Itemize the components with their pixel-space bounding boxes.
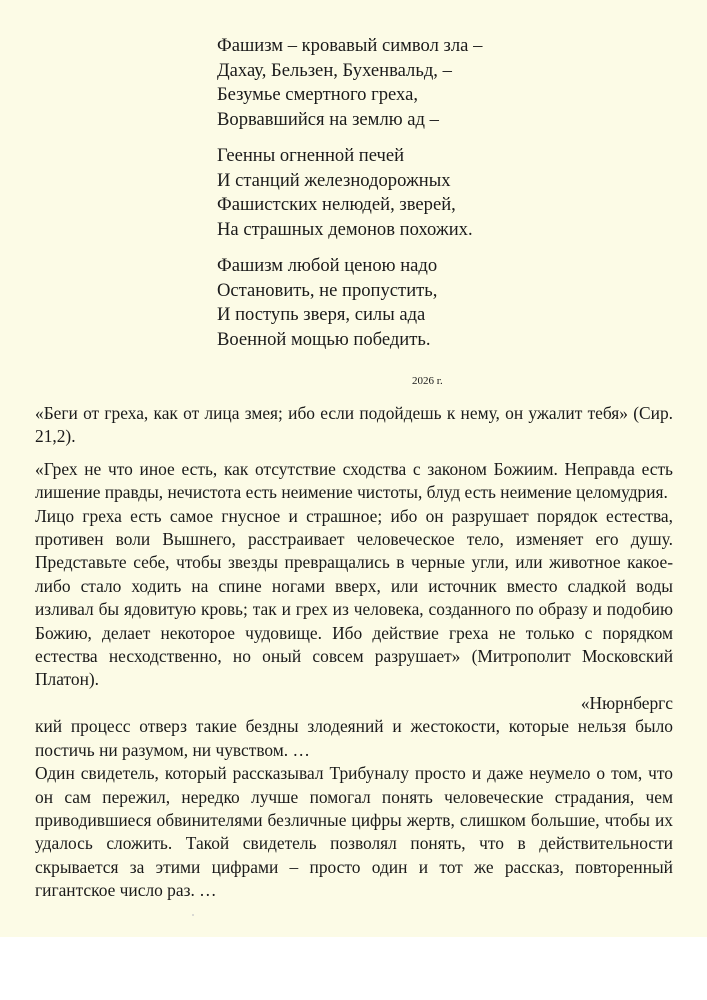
poem-line: Дахау, Бельзен, Бухенвальд, – (217, 59, 452, 81)
prose-body (35, 402, 673, 903)
platon-quote-paragraph: Лицо греха есть самое гнусное и страшное; ибо он разрушает порядок естества, противен воли Вышнего, расстраивает человеческое тело, изменяет его душу. Представьте себе, чтобы звезды превращались в черные угли, или животное какое-либо стало ходить на спине ногами вверх, или источник вместо сладкой воды изливал бы ядовитую кровь; так и грех из человека, созданного по образу и подобию Божию, делает некоторое чудовище. Ибо действие греха не только с порядком естества несходственно, но оный совсем разрушает» (Митрополит Московский Платон). (35, 505, 673, 690)
poem-line: Военной мощью победить. (217, 328, 431, 350)
poem-stanza-3 (217, 254, 577, 352)
nuremberg-quote-paragraph: кий процесс отверз такие бездны злодеяний и жестокости, которые нельзя было постичь ни разумом, ни чувством. … (35, 716, 673, 760)
poem-line: И поступь зверя, силы ада (217, 304, 426, 325)
poem (217, 34, 577, 364)
poem-line: Фашизм любой ценою надо (217, 255, 438, 276)
poem-stanza-1 (217, 34, 577, 132)
platon-quote-paragraph: «Грех не что иное есть, как отсутствие сходства с законом Божиим. Неправда есть лишение правды, нечистота есть неимение чистоты, блуд есть неимение целомудрия. (35, 458, 673, 503)
nuremberg-quote-paragraph: Один свидетель, который рассказывал Трибуналу просто и даже неумело о том, что он сам пережил, нередко лучше помогал понять человеческие страдания, чем приводившиеся обвинителями безличные цифры жертв, слишком большие, чтобы их удалось сложить. Такой свидетель позволял понять, что в действительности скрывается за этими цифрами – просто один и тот же рассказ, повторенный гигантское число раз. … (35, 763, 673, 901)
poem-stanza-2 (217, 144, 577, 242)
poem-line: Фашизм – кровавый символ зла – (217, 35, 483, 56)
nuremberg-quote-head: «Нюрнбергс (580, 692, 673, 713)
scan-speck (192, 914, 194, 916)
poem-line: Геенны огненной печей (217, 145, 405, 166)
poem-line: И станций железнодорожных (217, 169, 451, 191)
poem-line: На страшных демонов похожих. (217, 218, 473, 240)
poem-year: 2026 г. (412, 375, 443, 387)
poem-line: Ворвавшийся на землю ад – (217, 108, 439, 130)
sirach-quote: «Беги от греха, как от лица змея; ибо если подойдешь к нему, он ужалит тебя» (Сир. 21,2). (35, 403, 673, 447)
poem-line: Фашистских нелюдей, зверей, (217, 194, 456, 215)
poem-line: Безумье смертного греха, (217, 84, 418, 105)
poem-line: Остановить, не пропустить, (217, 279, 438, 301)
